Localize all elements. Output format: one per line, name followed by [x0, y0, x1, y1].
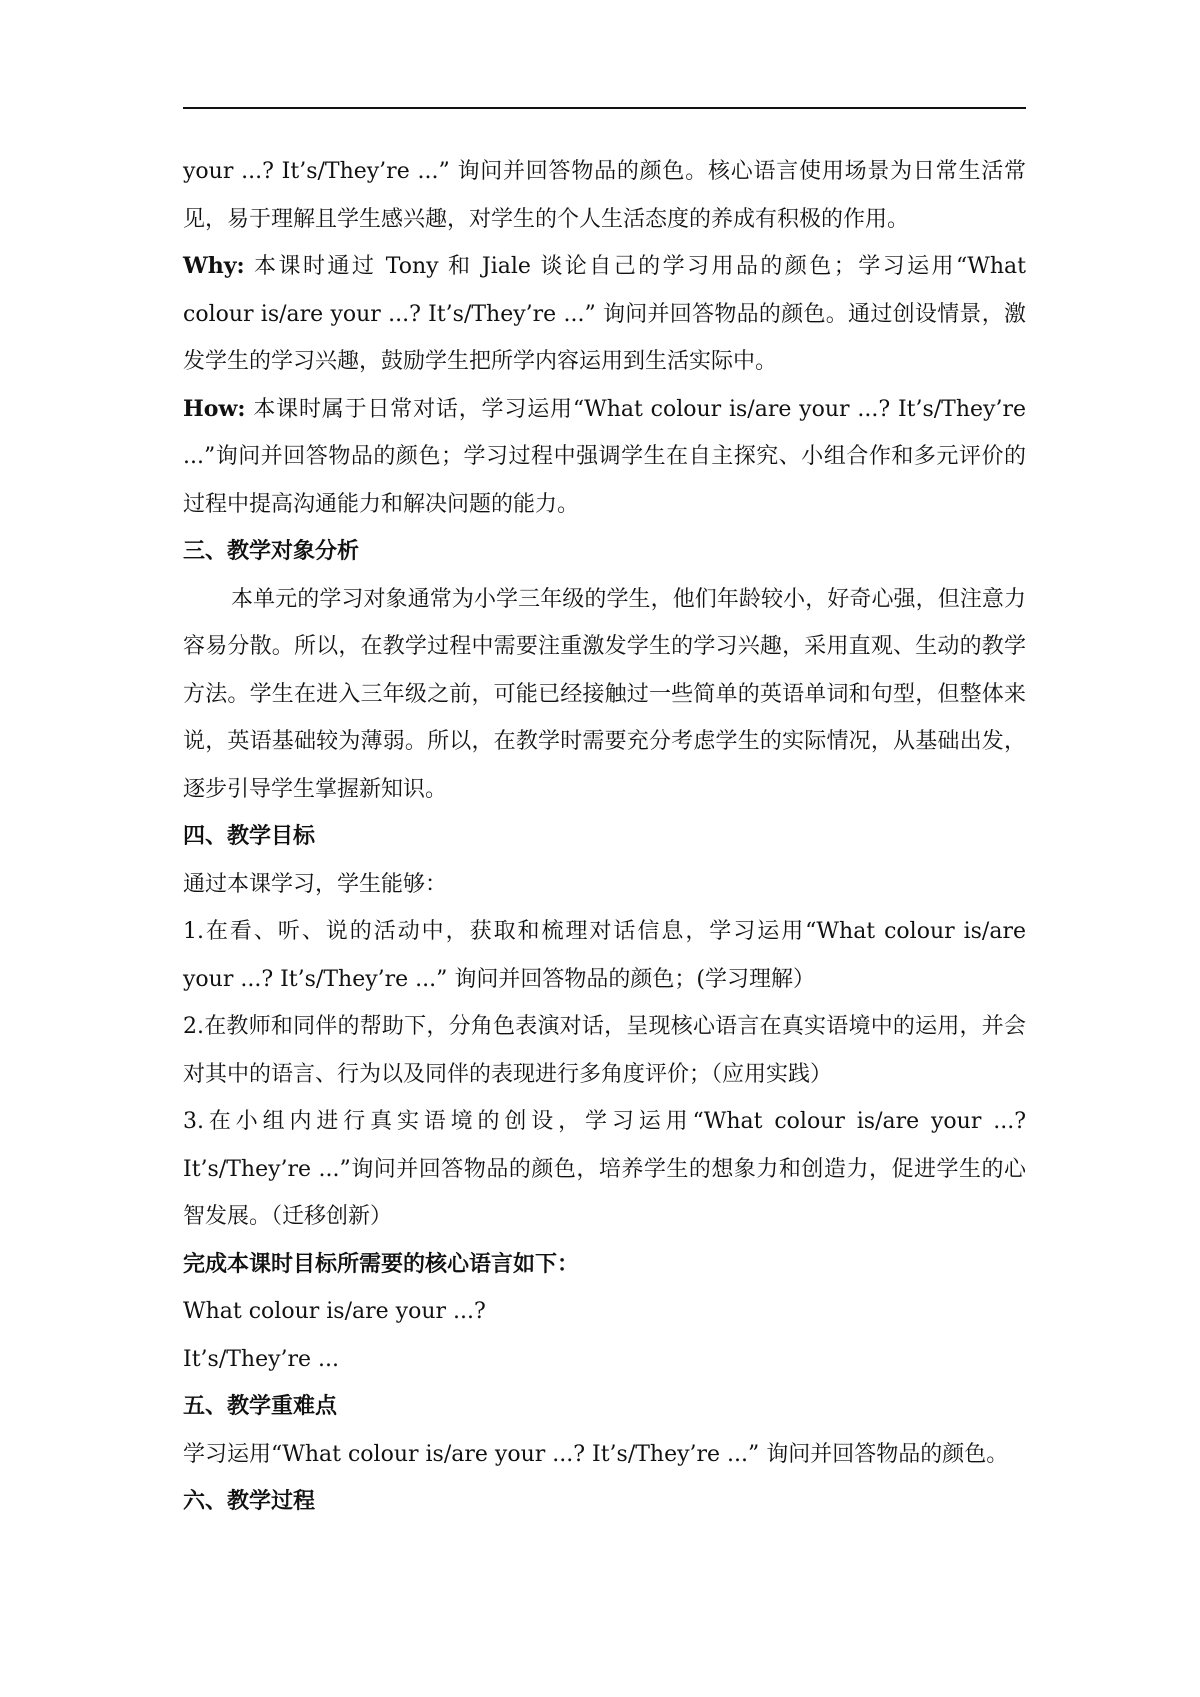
core-language-line: It’s/They’re ...	[183, 1346, 340, 1372]
section-heading-3: 三、教学对象分析	[183, 538, 360, 564]
goal-item: 1.在看、听、说的活动中，获取和梳理对话信息，学习运用“What colour is/are your ...? It’s/They’re ...” 询问并回答物品的颜色；(学习理解）	[183, 919, 1026, 992]
why-label: Why:	[183, 253, 245, 279]
core-language-line: What colour is/are your ...?	[183, 1299, 486, 1324]
why-text: 本课时通过 Tony 和 Jiale 谈论自己的学习用品的颜色；学习运用“What colour is/are your ...? It’s/They’re ...” 询问并回答物品的颜色。通过创设情景，激发学生的学习兴趣，鼓励学生把所学内容运用到生活实际中。	[183, 254, 1026, 374]
section-3-body: 本单元的学习对象通常为小学三年级的学生，他们年龄较小，好奇心强，但注意力容易分散。所以，在教学过程中需要注重激发学生的学习兴趣，采用直观、生动的教学方法。学生在进入三年级之前，可能已经接触过一些简单的英语单词和句型，但整体来说，英语基础较为薄弱。所以，在教学时需要充分考虑学生的实际情况，从基础出发，逐步引导学生掌握新知识。	[183, 586, 1026, 802]
section-heading-6: 六、教学过程	[183, 1488, 316, 1514]
goals-intro: 通过本课学习，学生能够：	[183, 871, 448, 897]
goal-item: 2.在教师和同伴的帮助下，分角色表演对话，呈现核心语言在真实语境中的运用，并会对其中的语言、行为以及同伴的表现进行多角度评价；（应用实践）	[183, 1014, 1026, 1087]
core-language-heading: 完成本课时目标所需要的核心语言如下：	[183, 1250, 580, 1277]
section-heading-4: 四、教学目标	[183, 823, 316, 849]
goal-item: 3.在小组内进行真实语境的创设，学习运用“What colour is/are your ...? It’s/They’re ...”询问并回答物品的颜色，培养学生的想象力和创造力，促进学生的心智发展。（迁移创新）	[183, 1109, 1026, 1229]
header-rule	[183, 107, 1026, 109]
paragraph-continuation: your ...? It’s/They’re ...” 询问并回答物品的颜色。核心语言使用场景为日常生活常见，易于理解且学生感兴趣，对学生的个人生活态度的养成有积极的作用。	[183, 159, 1026, 232]
how-text: 本课时属于日常对话，学习运用“What colour is/are your ...? It’s/They’re ...”询问并回答物品的颜色；学习过程中强调学生在自主探究、小组合作和多元评价的过程中提高沟通能力和解决问题的能力。	[183, 396, 1026, 517]
how-label: How:	[183, 395, 246, 422]
document-body	[183, 148, 1026, 1526]
paragraph-why	[183, 243, 1026, 386]
paragraph-how	[183, 386, 1026, 529]
section-5-body: 学习运用“What colour is/are your ...? It’s/They’re ...” 询问并回答物品的颜色。	[183, 1441, 1009, 1467]
section-heading-5: 五、教学重难点	[183, 1393, 338, 1419]
